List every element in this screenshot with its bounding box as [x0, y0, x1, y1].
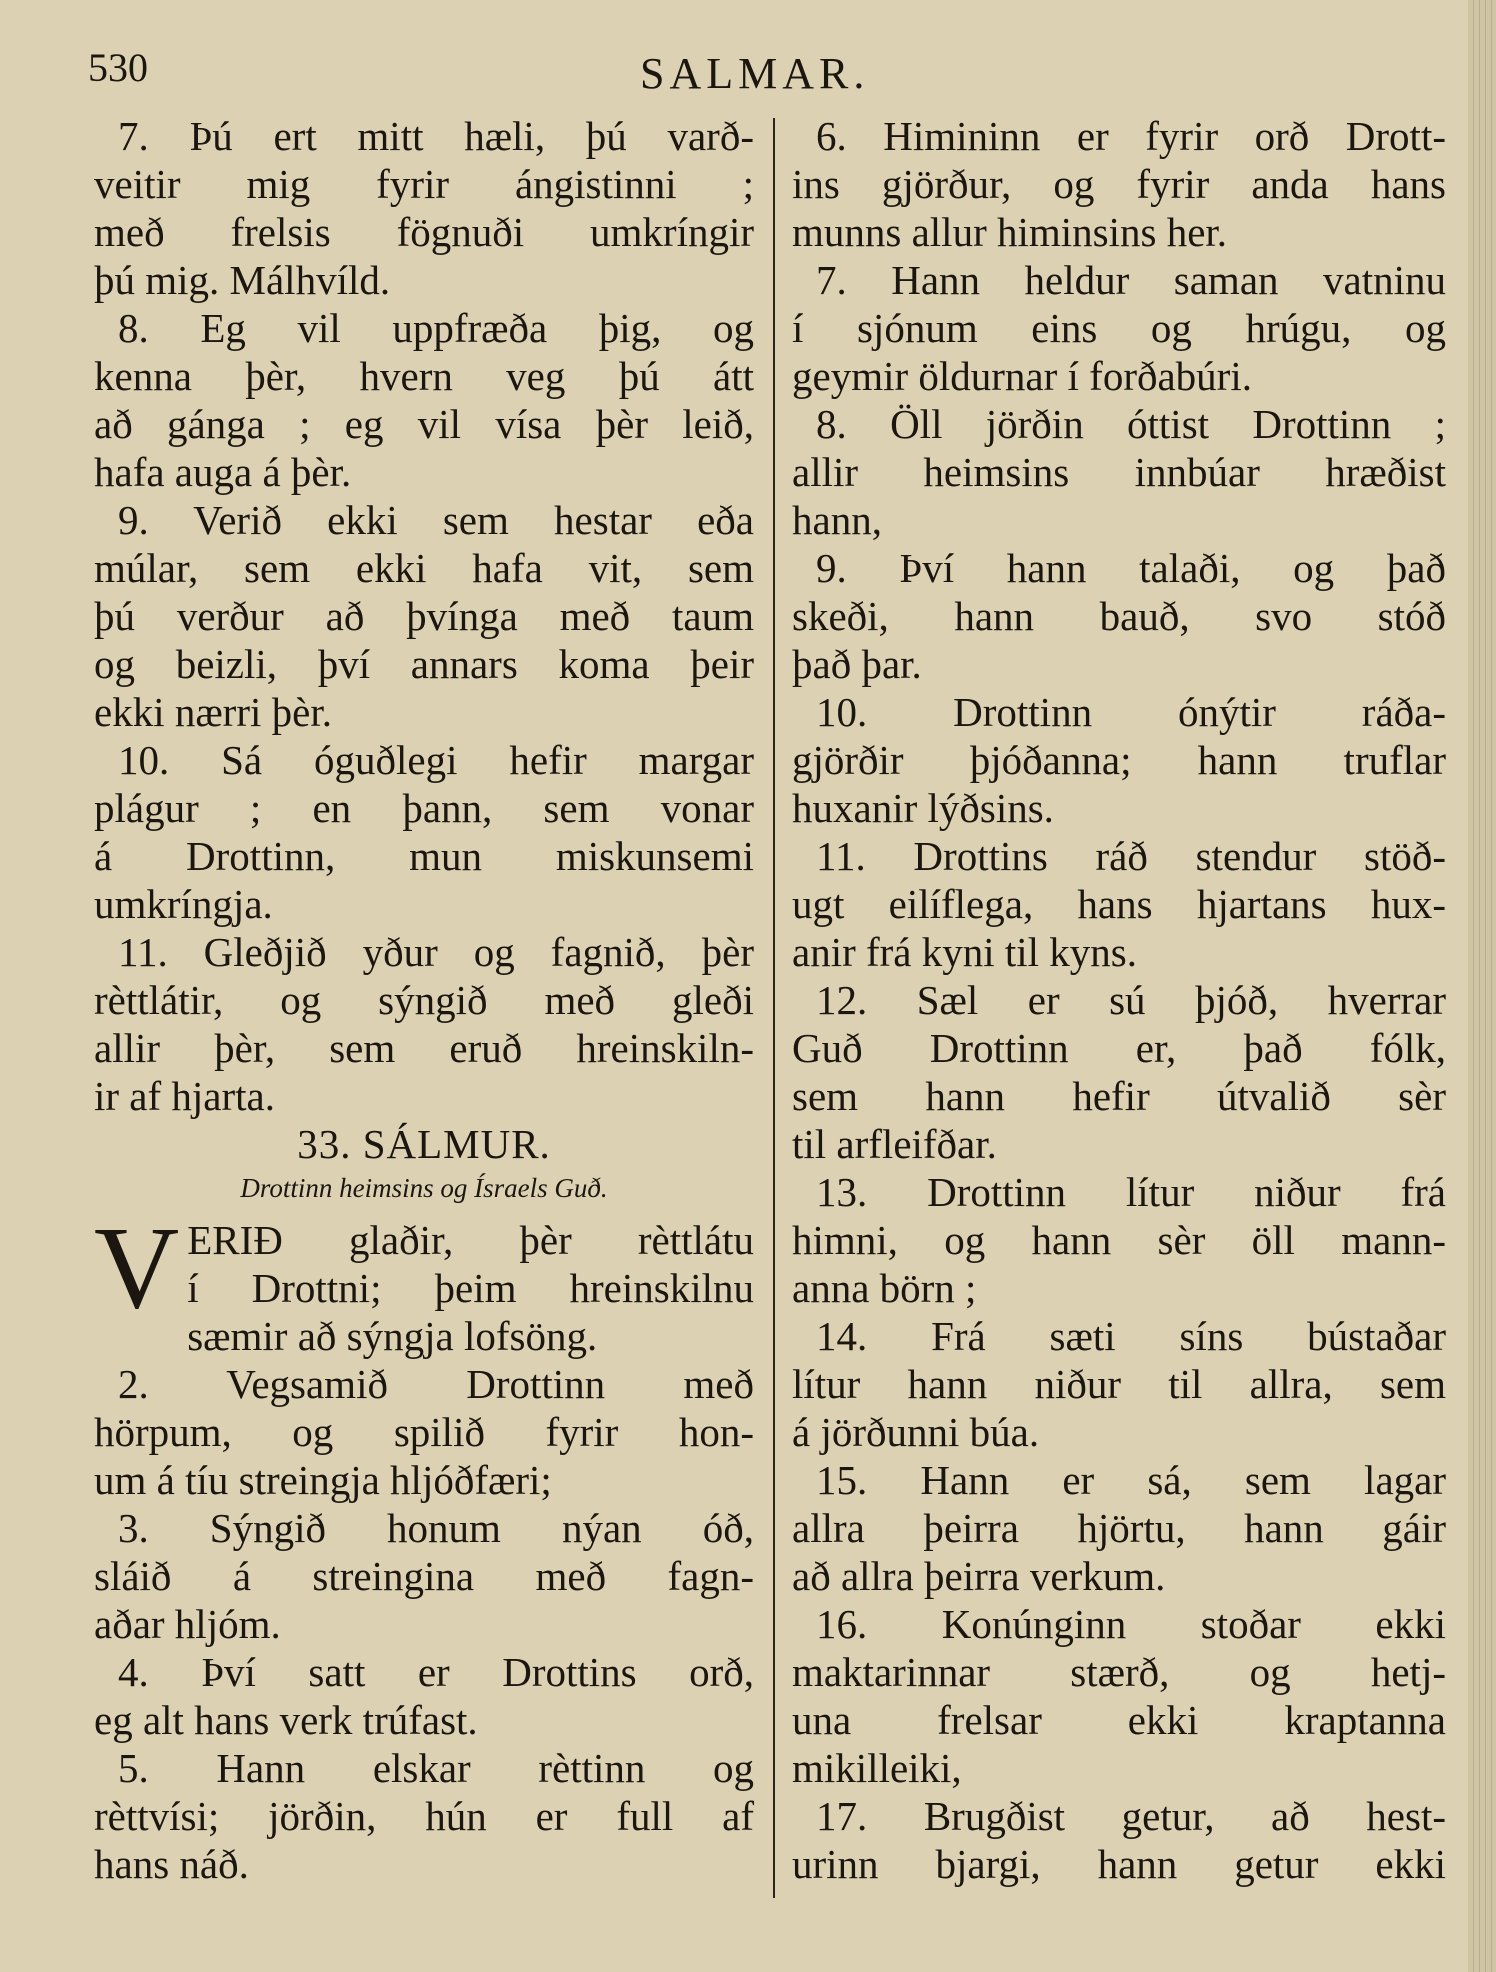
text-line: sláið á streingina með fagn-	[94, 1553, 754, 1599]
text-line: 10. Drottinn ónýtir ráða-	[816, 689, 1446, 735]
text-line: sem hann hefir útvalið sèr	[792, 1073, 1446, 1119]
text-line: mikilleiki,	[792, 1745, 962, 1791]
text-line: geymir öldurnar í forðabúri.	[792, 353, 1252, 399]
text-line: 13. Drottinn lítur niður frá	[816, 1169, 1446, 1215]
text-line: á Drottinn, mun miskunsemi	[94, 833, 754, 879]
text-line: skeði, hann bauð, svo stóð	[792, 593, 1446, 639]
text-line: munns allur himinsins her.	[792, 209, 1228, 255]
page-number: 530	[88, 45, 148, 90]
text-line: anir frá kyni til kyns.	[792, 929, 1138, 975]
text-line: maktarinnar stærð, og hetj-	[792, 1649, 1446, 1695]
text-line: hans náð.	[94, 1841, 249, 1887]
verses-psalm-33	[94, 1360, 754, 1888]
text-line: þú verður að þvínga með taum	[94, 593, 754, 639]
text-line: hann,	[792, 497, 882, 543]
text-line: kenna þèr, hvern veg þú átt	[94, 353, 754, 399]
verse-paragraph	[94, 1202, 754, 1360]
column-divider	[773, 118, 775, 1898]
verse-paragraph	[792, 1600, 1446, 1792]
verse-paragraph	[792, 544, 1446, 688]
text-line: ir af hjarta.	[94, 1073, 275, 1119]
left-column	[94, 112, 754, 1888]
text-line: 12. Sæl er sú þjóð, hverrar	[816, 977, 1446, 1023]
text-line: rèttvísi; jörðin, hún er full af	[94, 1793, 754, 1839]
text-line: huxanir lýðsins.	[792, 785, 1054, 831]
verse-paragraph	[94, 1648, 754, 1744]
verse-paragraph	[792, 1168, 1446, 1312]
text-line: 9. Því hann talaði, og það	[816, 545, 1446, 591]
text-line: himni, og hann sèr öll mann-	[792, 1217, 1446, 1263]
text-line: 9. Verið ekki sem hestar eða	[118, 497, 754, 543]
text-line: hörpum, og spilið fyrir hon-	[94, 1409, 754, 1455]
text-line: 3. Sýngið honum nýan óð,	[118, 1505, 754, 1551]
text-line: eg alt hans verk trúfast.	[94, 1697, 478, 1743]
text-line: una frelsar ekki kraptanna	[792, 1697, 1446, 1743]
text-line: 5. Hann elskar rèttinn og	[118, 1745, 754, 1791]
text-line: og beizli, því annars koma þeir	[94, 641, 754, 687]
text-line: 15. Hann er sá, sem lagar	[816, 1457, 1446, 1503]
verse-paragraph	[792, 1312, 1446, 1456]
verse-paragraph	[792, 256, 1446, 400]
text-line: ERIÐ glaðir, þèr rèttlátu	[187, 1217, 754, 1263]
text-line: ekki nærri þèr.	[94, 689, 332, 735]
verses-psalm-33-continued	[792, 112, 1446, 1888]
text-line: lítur hann niður til allra, sem	[792, 1361, 1446, 1407]
drop-cap: V	[94, 1202, 180, 1333]
psalm-subtitle: Drottinn heimsins og Ísraels Guð.	[240, 1173, 608, 1203]
right-column	[792, 112, 1446, 1888]
text-line: að gánga ; eg vil vísa þèr leið,	[94, 401, 754, 447]
psalm-opening	[94, 1202, 754, 1360]
adjacent-page-edges	[1468, 0, 1496, 1972]
text-line: 11. Gleðjið yður og fagnið, þèr	[118, 929, 754, 975]
verse-paragraph	[792, 400, 1446, 544]
text-line: sæmir að sýngja lofsöng.	[187, 1313, 598, 1359]
text-line: 10. Sá óguðlegi hefir margar	[118, 737, 754, 783]
text-line: á jörðunni búa.	[792, 1409, 1040, 1455]
verse-paragraph	[94, 112, 754, 304]
text-line: urinn bjargi, hann getur ekki	[792, 1841, 1446, 1887]
text-line: til arfleifðar.	[792, 1121, 997, 1167]
text-line: 11. Drottins ráð stendur stöð-	[816, 833, 1446, 879]
text-line: umkríngja.	[94, 881, 273, 927]
text-line: hafa auga á þèr.	[94, 449, 352, 495]
text-line: 7. Þú ert mitt hæli, þú varð-	[118, 113, 754, 159]
verse-paragraph	[792, 832, 1446, 976]
text-line: 17. Brugðist getur, að hest-	[816, 1793, 1446, 1839]
text-line: allir þèr, sem eruð hreinskiln-	[94, 1025, 754, 1071]
text-line: plágur ; en þann, sem vonar	[94, 785, 754, 831]
verse-paragraph	[792, 1792, 1446, 1888]
running-head: SALMAR.	[640, 49, 870, 98]
text-line: ins gjörður, og fyrir anda hans	[792, 161, 1446, 207]
text-line: aðar hljóm.	[94, 1601, 281, 1647]
text-line: í sjónum eins og hrúgu, og	[792, 305, 1446, 351]
verse-paragraph	[94, 304, 754, 496]
text-line: allir heimsins innbúar hræðist	[792, 449, 1446, 495]
text-line: 2. Vegsamið Drottinn með	[118, 1361, 754, 1407]
verse-paragraph	[94, 736, 754, 928]
text-line: 7. Hann heldur saman vatninu	[816, 257, 1446, 303]
verse-paragraph	[94, 1360, 754, 1504]
text-line: 14. Frá sæti síns bústaðar	[816, 1313, 1446, 1359]
text-line: anna börn ;	[792, 1265, 977, 1311]
text-line: með frelsis fögnuði umkríngir	[94, 209, 754, 255]
text-line: 6. Himininn er fyrir orð Drott-	[816, 113, 1446, 159]
text-line: múlar, sem ekki hafa vit, sem	[94, 545, 754, 591]
text-line: þú mig. Málhvíld.	[94, 257, 391, 303]
verse-paragraph	[94, 496, 754, 736]
text-line: í Drottni; þeim hreinskilnu	[187, 1265, 754, 1311]
text-line: allra þeirra hjörtu, hann gáir	[792, 1505, 1446, 1551]
text-line: um á tíu streingja hljóðfæri;	[94, 1457, 552, 1503]
text-line: gjörðir þjóðanna; hann truflar	[792, 737, 1446, 783]
text-line: ugt eilíflega, hans hjartans hux-	[792, 881, 1446, 927]
text-line: veitir mig fyrir ángistinni ;	[94, 161, 754, 207]
verse-paragraph	[792, 1456, 1446, 1600]
text-line: 8. Öll jörðin óttist Drottinn ;	[816, 401, 1446, 447]
text-line: Guð Drottinn er, það fólk,	[792, 1025, 1446, 1071]
text-line: rèttlátir, og sýngið með gleði	[94, 977, 754, 1023]
text-line: 16. Konúnginn stoðar ekki	[816, 1601, 1446, 1647]
verse-paragraph	[94, 928, 754, 1120]
verses-psalm-32	[94, 112, 754, 1120]
opening-verse	[94, 1202, 754, 1360]
verse-paragraph	[94, 1504, 754, 1648]
text-line: að allra þeirra verkum.	[792, 1553, 1166, 1599]
text-line: það þar.	[792, 641, 922, 687]
text-line: 4. Því satt er Drottins orð,	[118, 1649, 754, 1695]
verse-paragraph	[792, 112, 1446, 256]
text-line: 8. Eg vil uppfræða þig, og	[118, 305, 754, 351]
verse-paragraph	[94, 1744, 754, 1888]
verse-paragraph	[792, 688, 1446, 832]
psalm-heading: 33. SÁLMUR.	[297, 1121, 551, 1167]
verse-paragraph	[792, 976, 1446, 1168]
